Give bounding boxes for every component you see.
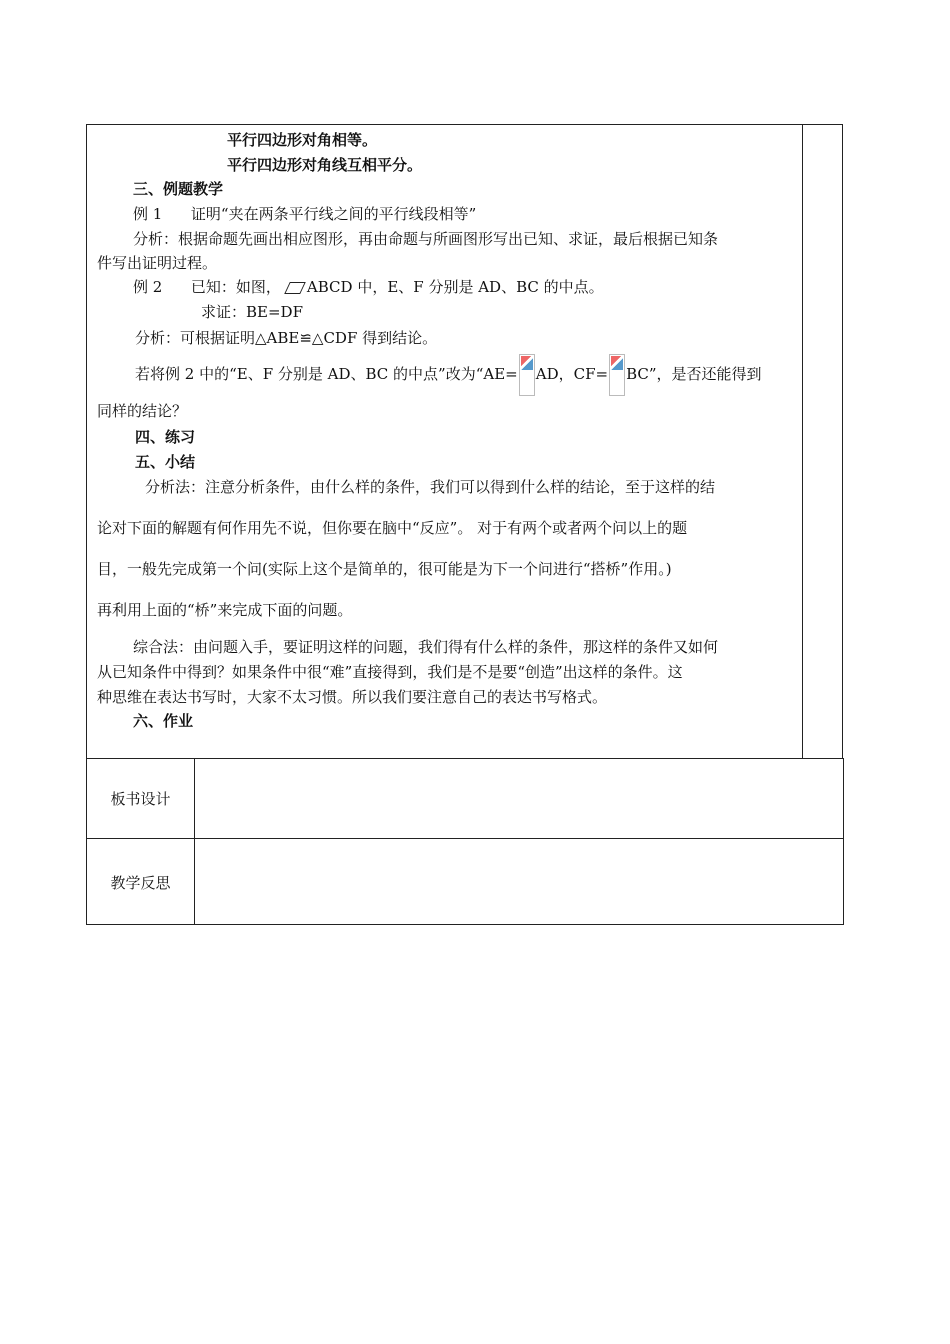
summary-analysis-line1: 分析法：注意分析条件，由什么样的条件，我们可以得到什么样的结论，至于这样的结 bbox=[145, 478, 716, 496]
variant-question bbox=[135, 353, 762, 396]
summary-synthesis-line2: 从已知条件中得到？如果条件中很“难”直接得到，我们是不是要“创造”出这样的条件。这 bbox=[97, 663, 683, 681]
example-2-given: ABCD 中，E、F 分别是 AD、BC 的中点。 bbox=[306, 278, 604, 296]
summary-analysis-line3: 目，一般先完成第一个问(实际上这个是简单的，很可能是为下一个问进行“搭桥”作用。) bbox=[97, 560, 672, 578]
section-heading-homework: 六、作业 bbox=[133, 712, 194, 730]
example-2-prefix: 例 2 已知：如图， bbox=[133, 278, 281, 296]
variant-question-end: 同样的结论？ bbox=[97, 402, 188, 420]
example-2 bbox=[133, 277, 604, 297]
summary-synthesis-line3: 种思维在表达书写时，大家不太习惯。所以我们要注意自己的表达书写格式。 bbox=[97, 688, 608, 706]
remarks-column bbox=[802, 125, 842, 758]
fraction-image-2 bbox=[609, 354, 625, 396]
variant-part2: AD，CF= bbox=[535, 365, 609, 383]
reflection-table bbox=[86, 758, 844, 925]
property-diagonals: 平行四边形对角线互相平分。 bbox=[227, 156, 423, 174]
section-heading-practice: 四、练习 bbox=[135, 428, 196, 446]
example-1-analysis-line2: 件写出证明过程。 bbox=[97, 254, 218, 272]
example-1-text: 例 1 证明“夹在两条平行线之间的平行线段相等” bbox=[133, 205, 477, 223]
teaching-reflection-label: 教学反思 bbox=[87, 839, 195, 925]
example-2-analysis: 分析：可根据证明△ABE≌△CDF 得到结论。 bbox=[135, 329, 438, 347]
property-opposite-angles: 平行四边形对角相等。 bbox=[227, 131, 378, 149]
summary-synthesis-line1: 综合法：由问题入手，要证明这样的问题，我们得有什么样的条件，那这样的条件又如何 bbox=[133, 638, 719, 656]
section-heading-examples: 三、例题教学 bbox=[133, 180, 224, 198]
summary-analysis-line2: 论对下面的解题有何作用先不说，但你要在脑中“反应”。 对于有两个或者两个问以上的题 bbox=[97, 519, 688, 537]
section-heading-summary: 五、小结 bbox=[135, 453, 196, 471]
variant-part1: 若将例 2 中的“E、F 分别是 AD、BC 的中点”改为“AE= bbox=[135, 365, 518, 383]
summary-analysis-line4: 再利用上面的“桥”来完成下面的问题。 bbox=[97, 601, 353, 619]
fraction-image-1 bbox=[519, 354, 535, 396]
board-design-row bbox=[87, 759, 843, 839]
variant-part3: BC”，是否还能得到 bbox=[626, 365, 762, 383]
example-1 bbox=[133, 204, 476, 224]
example-2-prove: 求证：BE=DF bbox=[201, 303, 303, 321]
parallelogram-icon bbox=[284, 282, 306, 294]
board-design-label: 板书设计 bbox=[87, 759, 195, 838]
example-1-analysis-line1: 分析：根据命题先画出相应图形，再由命题与所画图形写出已知、求证，最后根据已知条 bbox=[133, 230, 719, 248]
lesson-content-cell bbox=[86, 124, 843, 759]
teaching-reflection-row bbox=[87, 839, 843, 925]
